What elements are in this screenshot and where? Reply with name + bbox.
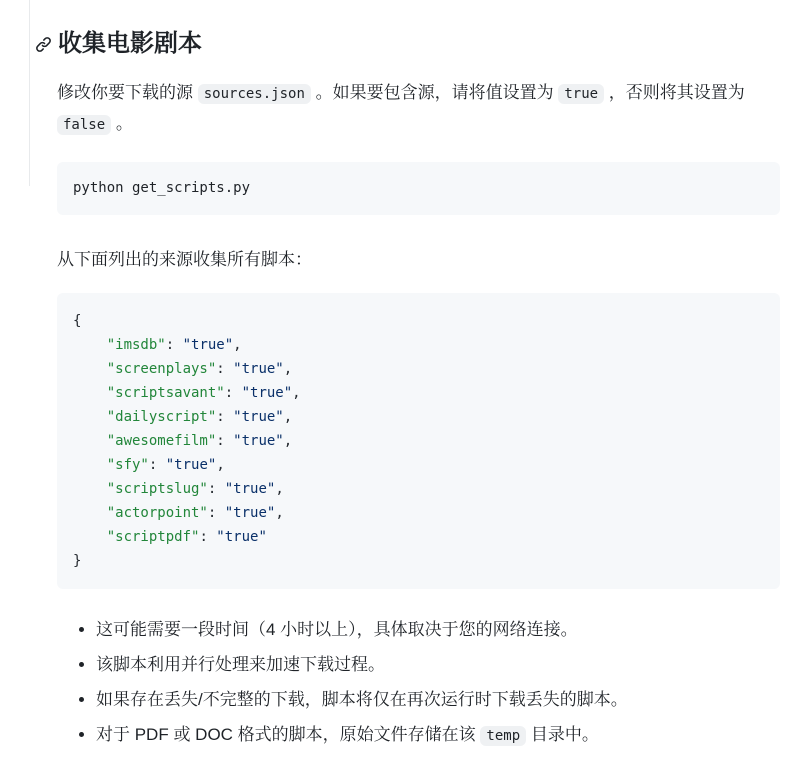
notes-list (57, 615, 780, 751)
code-token: : (148, 457, 166, 473)
code-token: , (283, 409, 293, 425)
code-token: : (224, 385, 242, 401)
code-token: , (216, 457, 225, 473)
code-token: , (292, 385, 301, 401)
list-item: • 这可能需要一段时间（4 小时以上），具体取决于您的网络连接。 (96, 615, 780, 645)
code-token (73, 481, 107, 497)
inline-code: false (57, 115, 111, 135)
code-token: , (283, 361, 293, 377)
inline-code: sources.json (198, 84, 311, 104)
code-token: : (207, 481, 225, 497)
code-token: , (275, 481, 284, 497)
code-token: , (283, 433, 293, 449)
code-token: "scriptpdf" (106, 529, 200, 545)
anchor-link[interactable] (35, 36, 52, 53)
inline-code: temp (480, 726, 526, 746)
intro-paragraph: 修改你要下载的源 sources.json 。如果要包含源，请将值设置为 true ，否则将其设置为 false 。 (57, 83, 745, 133)
code-token: , (233, 337, 242, 353)
section-heading-text: 收集电影剧本 (58, 30, 202, 57)
code-token: : (199, 529, 217, 545)
code-token: , (275, 505, 284, 521)
code-token: "sfy" (106, 457, 149, 473)
inline-code: true (558, 84, 604, 104)
code-token (73, 457, 107, 473)
code-token: "true" (233, 409, 284, 425)
code-token (73, 385, 107, 401)
command-code-block (57, 162, 780, 215)
json-code (73, 313, 301, 569)
code-token (73, 505, 107, 521)
list-item: • 对于 PDF 或 DOC 格式的脚本，原始文件存储在该 temp 目录中。 (96, 720, 780, 751)
code-token (73, 433, 107, 449)
code-token: "awesomefilm" (106, 433, 217, 449)
code-token: "true" (216, 529, 267, 545)
code-token: : (216, 409, 234, 425)
sources-paragraph: 从下面列出的来源收集所有脚本： (57, 250, 312, 269)
code-token: "imsdb" (106, 337, 166, 353)
code-token (73, 337, 107, 353)
code-token: "scriptsavant" (106, 385, 225, 401)
code-token: "actorpoint" (106, 505, 208, 521)
code-token (73, 361, 107, 377)
code-token: "true" (182, 337, 234, 353)
code-token: "true" (224, 505, 276, 521)
code-token: : (216, 433, 234, 449)
code-token: { (73, 313, 82, 329)
code-token: } (73, 553, 82, 569)
section-heading (35, 30, 780, 58)
code-token: "true" (224, 481, 276, 497)
command-code: python get_scripts.py (73, 180, 251, 196)
code-token: "true" (165, 457, 217, 473)
code-token (73, 529, 107, 545)
json-code-block (57, 293, 780, 589)
list-item: • 该脚本利用并行处理来加速下载过程。 (96, 650, 780, 680)
code-token: "true" (241, 385, 293, 401)
code-token: "true" (233, 361, 284, 377)
code-token (73, 409, 107, 425)
list-item: • 如果存在丢失/不完整的下载，脚本将仅在再次运行时下载丢失的脚本。 (96, 685, 780, 715)
code-token: : (165, 337, 183, 353)
code-token: "dailyscript" (106, 409, 217, 425)
left-divider (29, 0, 30, 186)
code-token: "screenplays" (106, 361, 217, 377)
code-token: : (216, 361, 234, 377)
code-token: "scriptslug" (106, 481, 208, 497)
link-icon (35, 36, 52, 53)
code-token: : (207, 505, 225, 521)
code-token: "true" (233, 433, 284, 449)
